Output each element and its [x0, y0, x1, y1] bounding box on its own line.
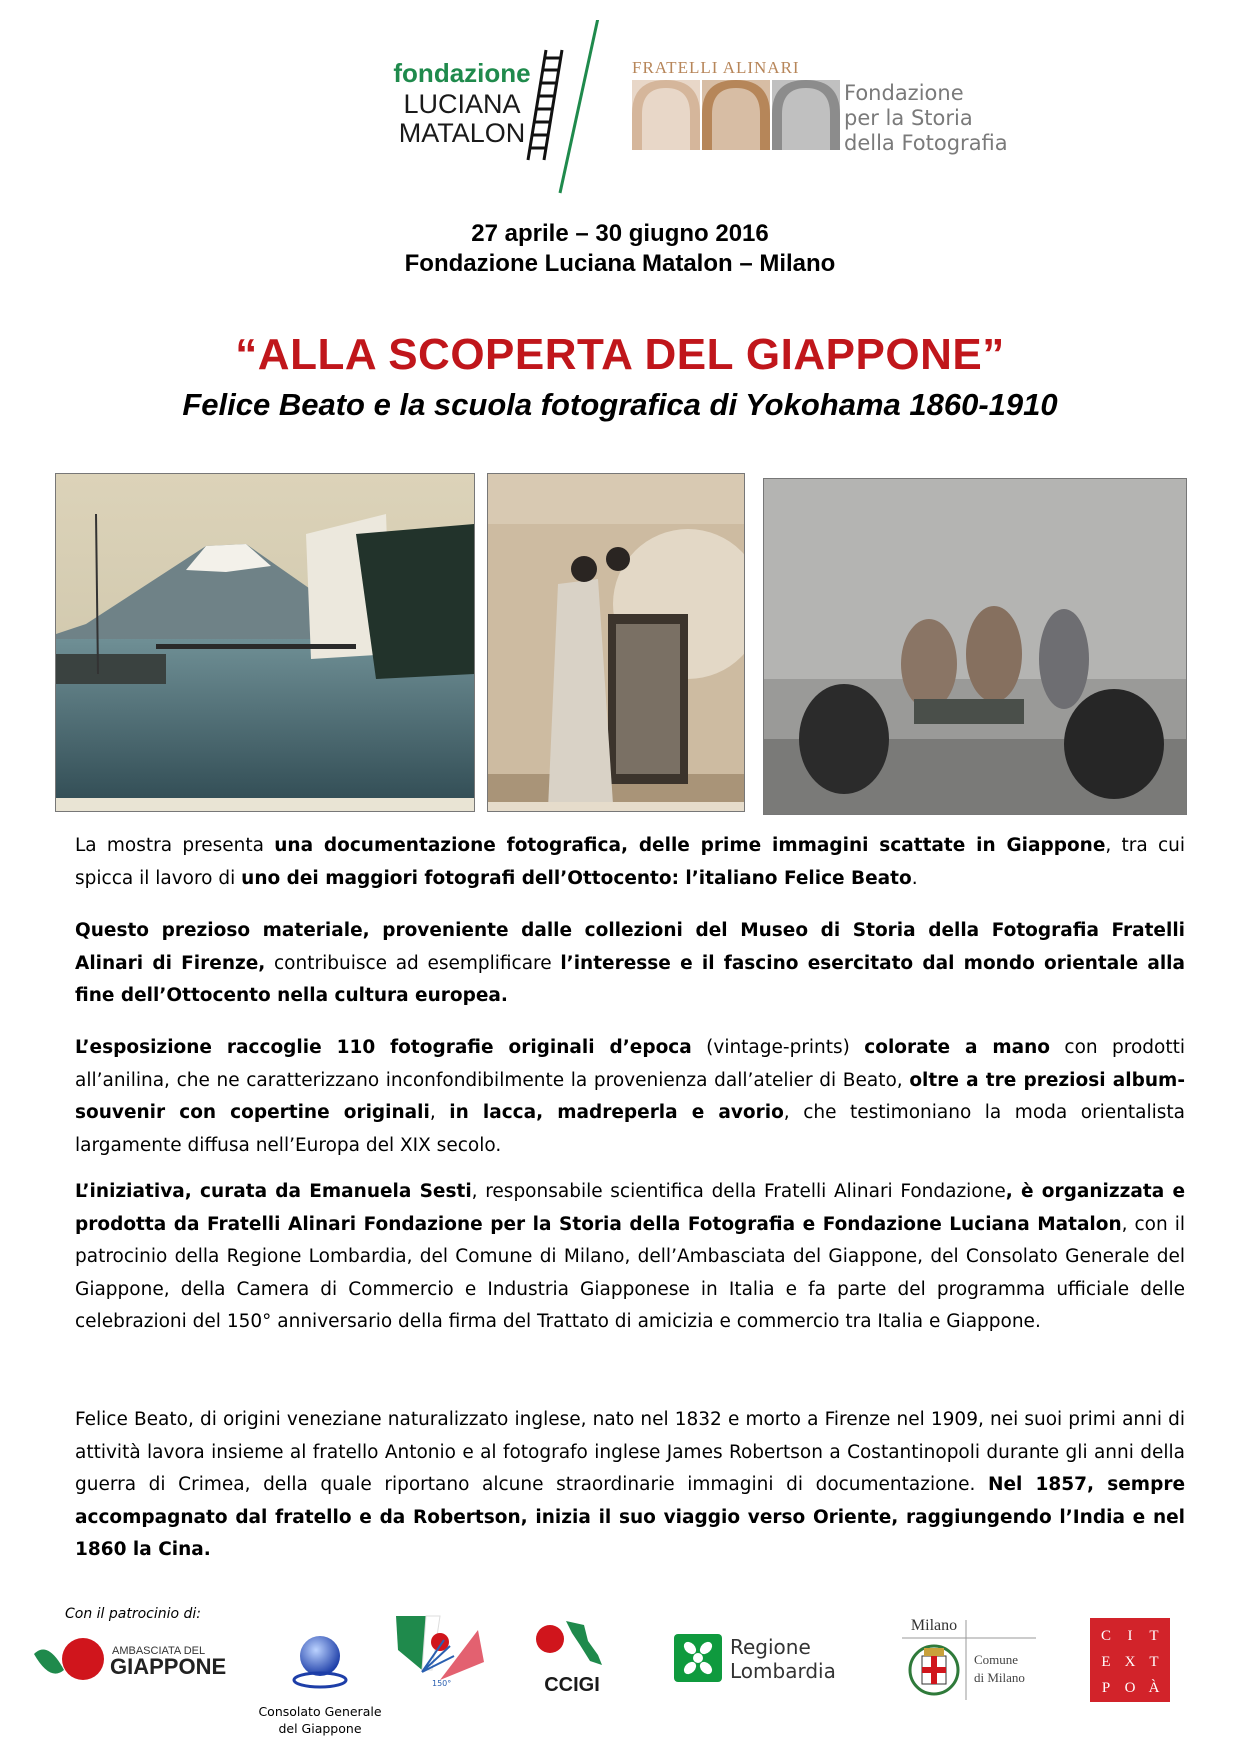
exhibition-title: “ALLA SCOPERTA DEL GIAPPONE” [235, 330, 1005, 379]
matalon-logo [350, 20, 630, 200]
ambasciata-giappone-logo [30, 1630, 230, 1690]
svg-text:T: T [1149, 1628, 1159, 1644]
paragraph-biography: Felice Beato, di origini veneziane naturalizzato inglese, nato nel 1832 e morto a Firenze nel 1909, nei suoi primi anni di attività lavora insieme al fratello Antonio e al fotografo inglese James Robertson a Costantinopoli durante gli anni della guerra di Crimea, della quale riportano alcune straordinarie immagini di documentazione. Nel 1857, sempre accompagnato dal fratello e da Robertson, inizia il suo viaggio verso Oriente, raggiungendo l’India e nel 1860 la Cina. [75, 1409, 1185, 1561]
regione-line2: Lombardia [730, 1659, 836, 1683]
alinari-logo [628, 58, 1018, 158]
paragraph-collection: Questo prezioso materiale, proveniente dalle collezioni del Museo di Storia della Fotografia Fratelli Alinari di Firenze, contribuisce ad esemplificare l’interesse e il fascino esercitato dal mondo orientale alla fine dell’Ottocento nella cultura europea. [75, 920, 1186, 1007]
photo-sumo [763, 478, 1187, 815]
exhibition-subtitle: Felice Beato e la scuola fotografica di Yokohama 1860-1910 [182, 387, 1058, 422]
photo-geisha [487, 473, 745, 812]
consolato-caption: Consolato Generale del Giappone [258, 1704, 382, 1736]
matalon-logo-line3: MATALON [398, 118, 526, 148]
exhibition-venue: Fondazione Luciana Matalon – Milano [404, 250, 836, 277]
svg-text:I: I [1127, 1628, 1133, 1644]
paragraph-intro: La mostra presenta una documentazione fotografica, delle prime immagini scattate in Giappone, tra cui spicca il lavoro di uno dei maggiori fotografi dell’Ottocento: l’italiano Felice Beato. [75, 835, 1185, 889]
svg-text:P: P [1101, 1680, 1111, 1696]
arches-icon [632, 80, 840, 150]
svg-text:X: X [1124, 1654, 1136, 1670]
matalon-logo-line1: fondazione [393, 58, 531, 88]
paragraph-exhibit: L’esposizione raccoglie 110 fotografie originali d’epoca (vintage-prints) colorate a mano con prodotti all’anilina, che ne caratterizzano inconfondibilmente la provenienza dall’atelier di Beato, oltre a tre preziosi album-souvenir con copertine originali, in lacca, madreperla e avorio, che testimoniano la moda orientalista largamente diffusa nell’Europa del XIX secolo. [75, 1037, 1186, 1156]
comune-top: Milano [910, 1617, 958, 1634]
anniversary-150-logo [392, 1610, 488, 1690]
exhibition-dates: 27 aprile – 30 giugno 2016 [471, 220, 769, 247]
photo-fuji [55, 473, 475, 812]
comune-line1: Comune [974, 1652, 1019, 1667]
comune-milano-logo [898, 1614, 1038, 1704]
ladder-icon [528, 50, 562, 160]
svg-text:T: T [1149, 1654, 1159, 1670]
ambasciata-line2: GIAPPONE [110, 1654, 227, 1679]
ccigi-logo [532, 1615, 612, 1697]
regione-lombardia-logo [670, 1626, 855, 1686]
alinari-logo-line3: della Fotografia [844, 131, 1008, 155]
paragraph-organization: L’iniziativa, curata da Emanuela Sesti, responsabile scientifica della Fratelli Alinari Fondazione, è organizzata e prodotta da Fratelli Alinari Fondazione per la Storia della Fotografia e Fondazione Luciana Matalon, con il patrocinio della Regione Lombardia, del Comune di Milano, dell’Ambasciata del Giappone, del Consolato Generale del Giappone, della Camera di Commercio e Industria Giapponese in Italia e fa parte del programma ufficiale delle celebrazioni del 150° anniversario della firma del Trattato di amicizia e commercio tra Italia e Giappone. [75, 1181, 1185, 1333]
citexpo-logo [1090, 1618, 1170, 1702]
svg-text:150°: 150° [432, 1679, 452, 1688]
matalon-logo-line2: LUCIANA [403, 89, 521, 119]
consolato-logo [285, 1630, 355, 1692]
svg-text:À: À [1148, 1680, 1160, 1696]
alinari-logo-brand: FRATELLI ALINARI [632, 58, 800, 77]
svg-text:E: E [1101, 1654, 1111, 1670]
regione-line1: Regione [730, 1635, 811, 1659]
svg-text:C: C [1100, 1628, 1112, 1644]
comune-line2: di Milano [974, 1670, 1025, 1685]
ambasciata-line1: AMBASCIATA DEL [112, 1645, 206, 1657]
ccigi-text: CCIGI [544, 1674, 600, 1696]
alinari-logo-line2: per la Storia [844, 106, 973, 130]
patronage-label: Con il patrocinio di: [65, 1606, 202, 1622]
svg-text:O: O [1124, 1680, 1136, 1696]
alinari-logo-line1: Fondazione [844, 81, 964, 105]
